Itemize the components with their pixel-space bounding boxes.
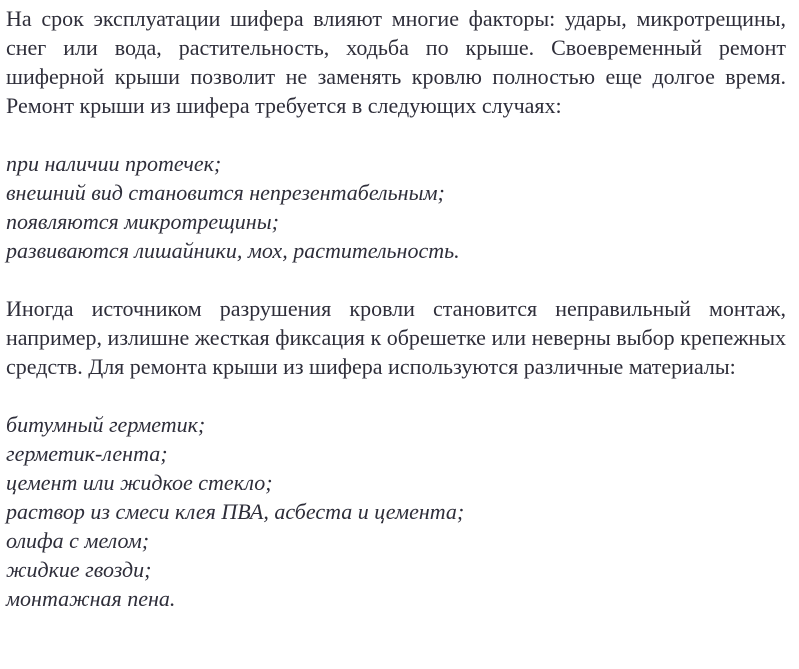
paragraph-spacer <box>6 381 786 410</box>
list-item: битумный герметик; <box>6 412 206 437</box>
materials-intro-paragraph: Иногда источником разрушения кровли становится неправильный монтаж, например, излишне жесткая фиксация к обрешетке или неверны выбор крепежных средств. Для ремонта крыши из шифера используются различные материалы: <box>6 296 786 379</box>
intro-paragraph: На срок эксплуатации шифера влияют многие факторы: удары, микротрещины, снег или вода, растительность, ходьба по крыше. Своевременный ремонт шиферной крыши позволит не заменять кровлю полностью еще долгое время. Ремонт крыши из шифера требуется в следующих случаях: <box>6 6 786 118</box>
list-item: внешний вид становится непрезентабельным; <box>6 180 445 205</box>
list-item: олифа с мелом; <box>6 528 150 553</box>
repair-cases-list <box>6 149 786 265</box>
list-item: появляются микротрещины; <box>6 209 279 234</box>
materials-list <box>6 410 786 613</box>
list-item: герметик-лента; <box>6 441 168 466</box>
list-item: раствор из смеси клея ПВА, асбеста и цемента; <box>6 499 465 524</box>
article-body <box>6 4 786 613</box>
list-item: при наличии протечек; <box>6 151 222 176</box>
paragraph-spacer <box>6 120 786 149</box>
list-item: цемент или жидкое стекло; <box>6 470 273 495</box>
list-item: развиваются лишайники, мох, растительность. <box>6 238 460 263</box>
paragraph-spacer <box>6 265 786 294</box>
list-item: жидкие гвозди; <box>6 557 152 582</box>
list-item: монтажная пена. <box>6 586 176 611</box>
